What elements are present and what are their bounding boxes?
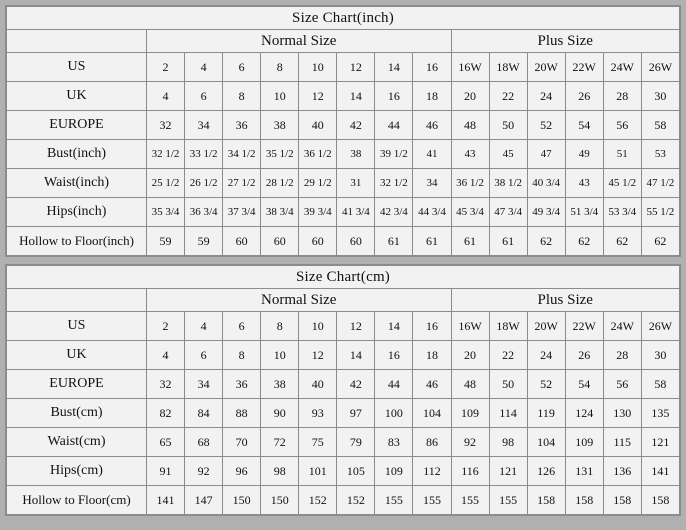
cell: 62 <box>603 227 641 256</box>
row-label-waist: Waist(cm) <box>7 428 147 457</box>
cell: 152 <box>299 486 337 515</box>
cell: 79 <box>337 428 375 457</box>
cell: 24 <box>527 341 565 370</box>
cell: 31 <box>337 169 375 198</box>
cell: 2 <box>147 312 185 341</box>
cell: 90 <box>261 399 299 428</box>
cell: 147 <box>185 486 223 515</box>
cell: 98 <box>261 457 299 486</box>
cell: 20 <box>451 341 489 370</box>
cell: 32 1/2 <box>375 169 413 198</box>
cell: 36 <box>223 370 261 399</box>
cell: 32 1/2 <box>147 140 185 169</box>
cell: 60 <box>223 227 261 256</box>
title-row <box>7 7 680 30</box>
group-blank-cell <box>7 30 147 53</box>
cell: 82 <box>147 399 185 428</box>
cell: 44 3/4 <box>413 198 451 227</box>
cell: 42 <box>337 370 375 399</box>
cell: 60 <box>337 227 375 256</box>
cell: 141 <box>147 486 185 515</box>
cell: 8 <box>223 82 261 111</box>
row-label-us: US <box>7 312 147 341</box>
cell: 28 1/2 <box>261 169 299 198</box>
cell: 4 <box>185 312 223 341</box>
cell: 50 <box>489 370 527 399</box>
table-row <box>7 341 680 370</box>
cell: 22 <box>489 82 527 111</box>
cell: 52 <box>527 370 565 399</box>
cell: 53 <box>641 140 679 169</box>
cell: 150 <box>223 486 261 515</box>
chart-title: Size Chart(cm) <box>7 266 680 289</box>
cell: 12 <box>299 341 337 370</box>
cell: 98 <box>489 428 527 457</box>
cell: 28 <box>603 82 641 111</box>
cell: 86 <box>413 428 451 457</box>
row-label-uk: UK <box>7 82 147 111</box>
group-normal-size: Normal Size <box>147 30 452 53</box>
cm-table-body <box>7 266 680 515</box>
cell: 12 <box>299 82 337 111</box>
cell: 26 <box>565 82 603 111</box>
cell: 22W <box>565 312 603 341</box>
cell: 44 <box>375 111 413 140</box>
cell: 42 <box>337 111 375 140</box>
cell: 34 <box>185 370 223 399</box>
cell: 126 <box>527 457 565 486</box>
table-row <box>7 227 680 256</box>
group-row <box>7 30 680 53</box>
cell: 46 <box>413 370 451 399</box>
row-label-hips: Hips(inch) <box>7 198 147 227</box>
cell: 29 1/2 <box>299 169 337 198</box>
cell: 20W <box>527 312 565 341</box>
cell: 55 1/2 <box>641 198 679 227</box>
cell: 43 <box>451 140 489 169</box>
cell: 34 <box>413 169 451 198</box>
cell: 50 <box>489 111 527 140</box>
cell: 155 <box>413 486 451 515</box>
cell: 30 <box>641 341 679 370</box>
cell: 45 <box>489 140 527 169</box>
cell: 37 3/4 <box>223 198 261 227</box>
table-row <box>7 312 680 341</box>
row-label-bust: Bust(inch) <box>7 140 147 169</box>
cell: 40 3/4 <box>527 169 565 198</box>
cell: 25 1/2 <box>147 169 185 198</box>
cell: 75 <box>299 428 337 457</box>
cell: 93 <box>299 399 337 428</box>
cell: 48 <box>451 111 489 140</box>
row-label-hollow-to-floor: Hollow to Floor(inch) <box>7 227 147 256</box>
group-row <box>7 289 680 312</box>
cell: 34 <box>185 111 223 140</box>
cell: 58 <box>641 111 679 140</box>
table-row <box>7 140 680 169</box>
cell: 119 <box>527 399 565 428</box>
cell: 88 <box>223 399 261 428</box>
cell: 20W <box>527 53 565 82</box>
table-row <box>7 486 680 515</box>
cell: 18 <box>413 82 451 111</box>
cell: 115 <box>603 428 641 457</box>
cell: 49 3/4 <box>527 198 565 227</box>
table-row <box>7 370 680 399</box>
row-label-waist: Waist(inch) <box>7 169 147 198</box>
table-row <box>7 428 680 457</box>
cell: 72 <box>261 428 299 457</box>
cell: 35 1/2 <box>261 140 299 169</box>
cell: 92 <box>451 428 489 457</box>
cell: 109 <box>451 399 489 428</box>
cell: 104 <box>527 428 565 457</box>
cell: 155 <box>489 486 527 515</box>
group-blank-cell <box>7 289 147 312</box>
cell: 56 <box>603 370 641 399</box>
cell: 51 <box>603 140 641 169</box>
cell: 18 <box>413 341 451 370</box>
table-row <box>7 111 680 140</box>
cell: 46 <box>413 111 451 140</box>
cell: 24 <box>527 82 565 111</box>
cell: 121 <box>641 428 679 457</box>
cell: 97 <box>337 399 375 428</box>
cell: 155 <box>375 486 413 515</box>
cell: 91 <box>147 457 185 486</box>
cell: 54 <box>565 111 603 140</box>
cell: 43 <box>565 169 603 198</box>
cell: 41 3/4 <box>337 198 375 227</box>
table-row <box>7 53 680 82</box>
cell: 39 3/4 <box>299 198 337 227</box>
cell: 8 <box>261 53 299 82</box>
cell: 40 <box>299 370 337 399</box>
cell: 14 <box>375 312 413 341</box>
cell: 16 <box>375 82 413 111</box>
cell: 24W <box>603 312 641 341</box>
cell: 36 1/2 <box>451 169 489 198</box>
group-plus-size: Plus Size <box>451 289 680 312</box>
row-label-us: US <box>7 53 147 82</box>
cell: 38 <box>337 140 375 169</box>
cell: 62 <box>641 227 679 256</box>
cell: 30 <box>641 82 679 111</box>
cell: 4 <box>147 82 185 111</box>
cell: 27 1/2 <box>223 169 261 198</box>
table-row <box>7 82 680 111</box>
cell: 33 1/2 <box>185 140 223 169</box>
cell: 6 <box>223 312 261 341</box>
cell: 62 <box>527 227 565 256</box>
cell: 16W <box>451 53 489 82</box>
cell: 10 <box>299 53 337 82</box>
cell: 16 <box>375 341 413 370</box>
cell: 130 <box>603 399 641 428</box>
cell: 38 3/4 <box>261 198 299 227</box>
cell: 36 3/4 <box>185 198 223 227</box>
cell: 109 <box>375 457 413 486</box>
cell: 104 <box>413 399 451 428</box>
cell: 116 <box>451 457 489 486</box>
table-row <box>7 399 680 428</box>
cell: 112 <box>413 457 451 486</box>
title-row <box>7 266 680 289</box>
cell: 158 <box>641 486 679 515</box>
cell: 32 <box>147 111 185 140</box>
cell: 8 <box>223 341 261 370</box>
cell: 45 3/4 <box>451 198 489 227</box>
cell: 58 <box>641 370 679 399</box>
cell: 53 3/4 <box>603 198 641 227</box>
cell: 61 <box>375 227 413 256</box>
cell: 24W <box>603 53 641 82</box>
inch-table-body <box>7 7 680 256</box>
cell: 52 <box>527 111 565 140</box>
cell: 150 <box>261 486 299 515</box>
cell: 56 <box>603 111 641 140</box>
table-row <box>7 457 680 486</box>
cell: 158 <box>565 486 603 515</box>
cell: 47 3/4 <box>489 198 527 227</box>
cell: 45 1/2 <box>603 169 641 198</box>
cell: 61 <box>489 227 527 256</box>
cell: 62 <box>565 227 603 256</box>
cell: 35 3/4 <box>147 198 185 227</box>
cell: 39 1/2 <box>375 140 413 169</box>
cell: 4 <box>147 341 185 370</box>
cell: 60 <box>299 227 337 256</box>
cell: 61 <box>451 227 489 256</box>
cell: 14 <box>337 341 375 370</box>
cell: 152 <box>337 486 375 515</box>
row-label-bust: Bust(cm) <box>7 399 147 428</box>
cell: 105 <box>337 457 375 486</box>
cell: 36 1/2 <box>299 140 337 169</box>
cell: 26 1/2 <box>185 169 223 198</box>
cell: 34 1/2 <box>223 140 261 169</box>
cell: 22 <box>489 341 527 370</box>
cell: 26 <box>565 341 603 370</box>
row-label-europe: EUROPE <box>7 370 147 399</box>
cell: 158 <box>527 486 565 515</box>
group-normal-size: Normal Size <box>147 289 452 312</box>
cell: 14 <box>375 53 413 82</box>
cell: 8 <box>261 312 299 341</box>
cell: 26W <box>641 312 679 341</box>
cell: 49 <box>565 140 603 169</box>
cell: 60 <box>261 227 299 256</box>
row-label-hips: Hips(cm) <box>7 457 147 486</box>
cell: 59 <box>185 227 223 256</box>
cell: 121 <box>489 457 527 486</box>
cell: 54 <box>565 370 603 399</box>
cell: 41 <box>413 140 451 169</box>
size-chart-cm-table <box>6 265 680 515</box>
cell: 109 <box>565 428 603 457</box>
cell: 48 <box>451 370 489 399</box>
cell: 51 3/4 <box>565 198 603 227</box>
cell: 38 <box>261 111 299 140</box>
cell: 6 <box>185 82 223 111</box>
size-chart-cm <box>5 264 681 516</box>
cell: 65 <box>147 428 185 457</box>
table-row <box>7 198 680 227</box>
cell: 38 1/2 <box>489 169 527 198</box>
cell: 26W <box>641 53 679 82</box>
cell: 16W <box>451 312 489 341</box>
cell: 14 <box>337 82 375 111</box>
cell: 28 <box>603 341 641 370</box>
cell: 114 <box>489 399 527 428</box>
cell: 124 <box>565 399 603 428</box>
row-label-uk: UK <box>7 341 147 370</box>
cell: 70 <box>223 428 261 457</box>
cell: 155 <box>451 486 489 515</box>
group-plus-size: Plus Size <box>451 30 680 53</box>
chart-title: Size Chart(inch) <box>7 7 680 30</box>
size-chart-inch-table <box>6 6 680 256</box>
cell: 44 <box>375 370 413 399</box>
cell: 22W <box>565 53 603 82</box>
cell: 47 <box>527 140 565 169</box>
row-label-europe: EUROPE <box>7 111 147 140</box>
cell: 38 <box>261 370 299 399</box>
cell: 42 3/4 <box>375 198 413 227</box>
cell: 158 <box>603 486 641 515</box>
table-row <box>7 169 680 198</box>
cell: 10 <box>261 341 299 370</box>
cell: 83 <box>375 428 413 457</box>
cell: 92 <box>185 457 223 486</box>
size-chart-inch <box>5 5 681 257</box>
cell: 131 <box>565 457 603 486</box>
cell: 18W <box>489 53 527 82</box>
cell: 10 <box>299 312 337 341</box>
cell: 18W <box>489 312 527 341</box>
cell: 12 <box>337 312 375 341</box>
cell: 20 <box>451 82 489 111</box>
cell: 4 <box>185 53 223 82</box>
row-label-hollow-to-floor: Hollow to Floor(cm) <box>7 486 147 515</box>
cell: 84 <box>185 399 223 428</box>
cell: 96 <box>223 457 261 486</box>
cell: 101 <box>299 457 337 486</box>
cell: 100 <box>375 399 413 428</box>
cell: 12 <box>337 53 375 82</box>
cell: 40 <box>299 111 337 140</box>
cell: 47 1/2 <box>641 169 679 198</box>
cell: 36 <box>223 111 261 140</box>
cell: 141 <box>641 457 679 486</box>
cell: 136 <box>603 457 641 486</box>
cell: 59 <box>147 227 185 256</box>
cell: 32 <box>147 370 185 399</box>
cell: 135 <box>641 399 679 428</box>
cell: 68 <box>185 428 223 457</box>
cell: 2 <box>147 53 185 82</box>
cell: 61 <box>413 227 451 256</box>
cell: 6 <box>185 341 223 370</box>
cell: 6 <box>223 53 261 82</box>
cell: 10 <box>261 82 299 111</box>
cell: 16 <box>413 312 451 341</box>
cell: 16 <box>413 53 451 82</box>
